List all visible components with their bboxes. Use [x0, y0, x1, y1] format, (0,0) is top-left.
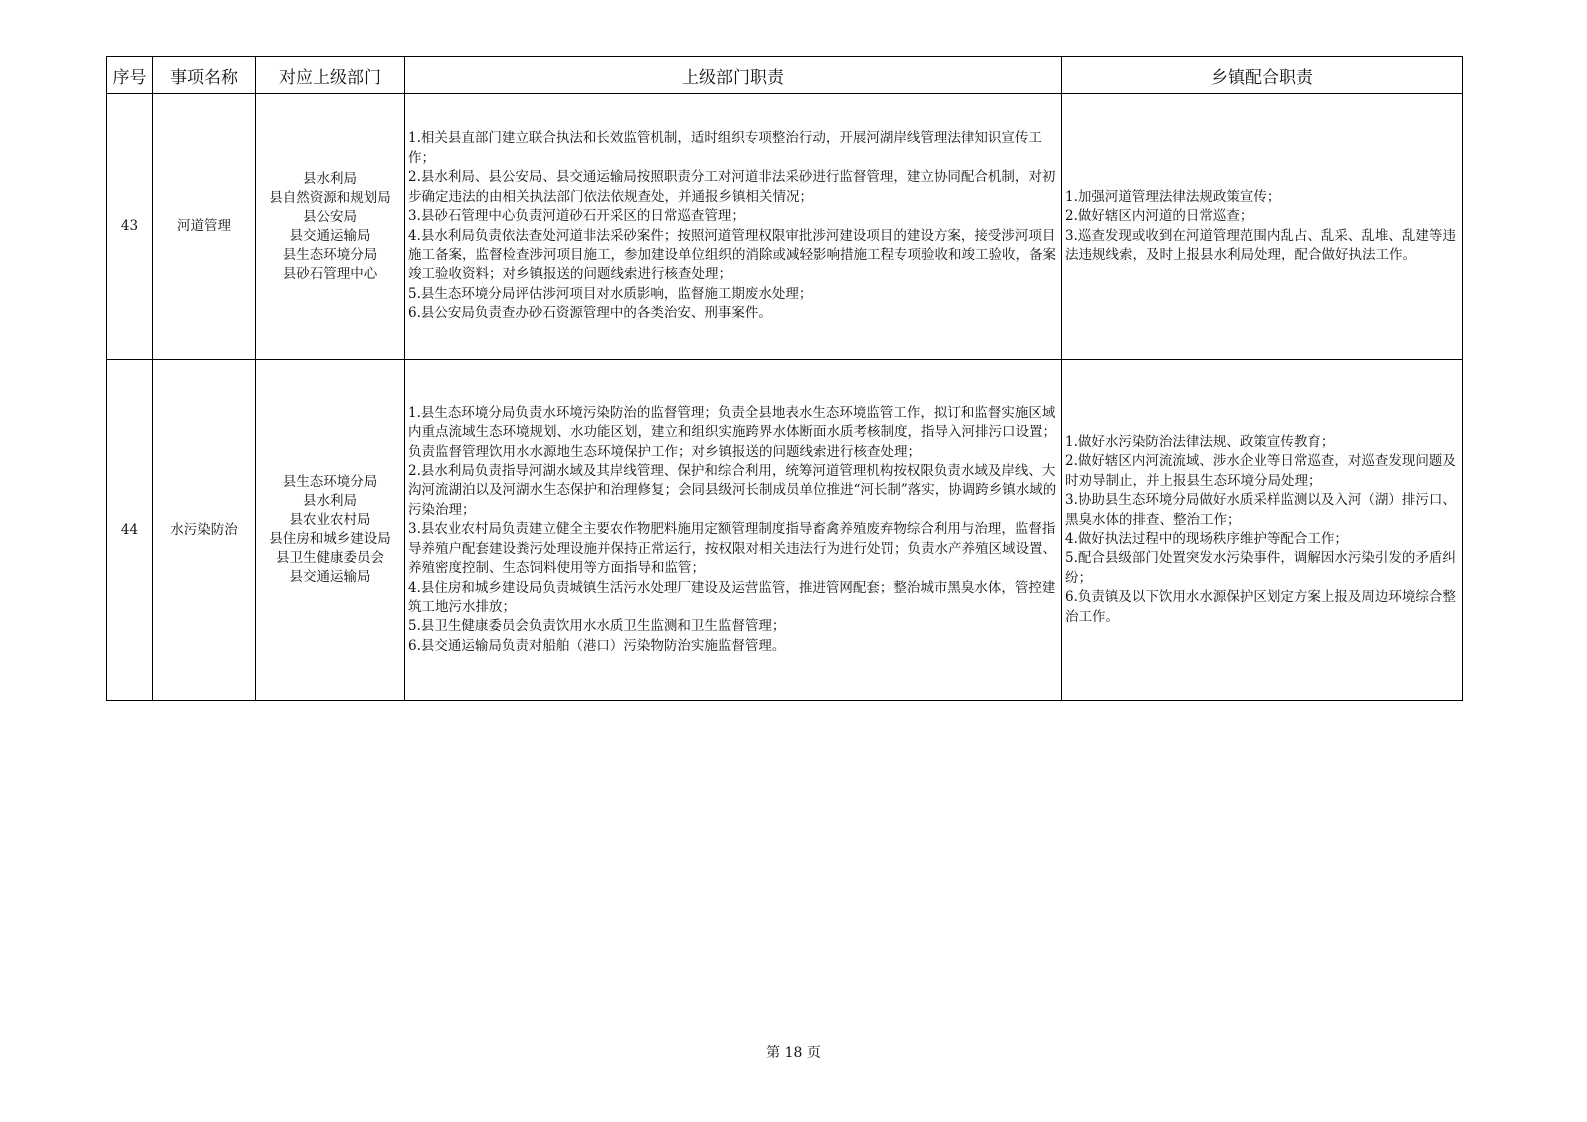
department-item: 县农业农村局: [289, 512, 371, 528]
duty-item: 6.县交通运输局负责对船舶（港口）污染物防治实施监督管理。: [408, 637, 786, 654]
town-duty-item: 2.做好辖区内河流流域、涉水企业等日常巡查，对巡查发现问题及时劝导制止，并上报县生态环境分局处理；: [1065, 453, 1456, 489]
duty-item: 1.县生态环境分局负责水环境污染防治的监督管理；负责全县地表水生态环境监管工作，拟订和监督实施区域内重点流域生态环境规划、水功能区划，建立和组织实施跨界水体断面水质考核制度，指导入河排污口设置；负责监督管理饮用水水源地生态环境保护工作；对乡镇报送的问题线索进行核查处理；: [408, 404, 1056, 460]
table-row: [107, 94, 1463, 360]
department-item: 县自然资源和规划局: [269, 189, 391, 206]
department-item: 县住房和城乡建设局: [269, 531, 391, 547]
row-number: 44: [107, 360, 153, 701]
duty-item: 3.县砂石管理中心负责河道砂石开采区的日常巡查管理；: [408, 208, 745, 225]
duty-item: 2.县水利局、县公安局、县交通运输局按照职责分工对河道非法采砂进行监督管理，建立协同配合机制，对初步确定违法的由相关执法部门依法依规查处，并通报乡镇相关情况；: [408, 169, 1056, 205]
department-item: 县交通运输局: [289, 227, 371, 244]
department-item: 县水利局: [303, 170, 357, 187]
table-row: [107, 360, 1463, 701]
item-name: 水污染防治: [153, 360, 256, 701]
town-duty-item: 2.做好辖区内河道的日常巡查；: [1065, 208, 1254, 225]
town-duty-item: 6.负责镇及以下饮用水水源保护区划定方案上报及周边环境综合整治工作。: [1065, 589, 1456, 625]
department-item: 县卫生健康委员会: [276, 550, 384, 566]
department-item: 县公安局: [303, 208, 357, 225]
town-duty-item: 1.做好水污染防治法律法规、政策宣传教育；: [1065, 433, 1335, 450]
town-duty-item: 3.巡查发现或收到在河道管理范围内乱占、乱采、乱堆、乱建等违法违规线索，及时上报县水利局处理，配合做好执法工作。: [1065, 227, 1456, 263]
department-item: 县砂石管理中心: [282, 265, 378, 282]
town-duty-item: 5.配合县级部门处置突发水污染事件，调解因水污染引发的矛盾纠纷；: [1065, 550, 1456, 586]
duty-item: 2.县水利局负责指导河湖水域及其岸线管理、保护和综合利用，统筹河道管理机构按权限负责水域及岸线、大沟河流湖泊以及河湖水生态保护和治理修复；会同县级河长制成员单位推进“河长制”落实，协调跨乡镇水域的污染治理；: [408, 463, 1057, 518]
duty-item: 3.县农业农村局负责建立健全主要农作物肥料施用定额管理制度指导畜禽养殖废弃物综合利用与治理，监督指导养殖户配套建设粪污处理设施并保持正常运行，按权限对相关违法行为进行处罚；负责水产养殖区域设置、养殖密度控制、生态饲料使用等方面指导和监管；: [408, 521, 1056, 577]
responsibility-table: [106, 56, 1463, 701]
duty-list: [405, 94, 1062, 360]
duty-item: 6.县公安局负责查办砂石资源管理中的各类治安、刑事案件。: [408, 305, 772, 322]
table-header-row: [107, 57, 1463, 94]
town-duty-item: 4.做好执法过程中的现场秩序维护等配合工作；: [1065, 531, 1348, 547]
town-duty-item: 1.加强河道管理法律法规政策宣传；: [1065, 188, 1281, 205]
page-number: 第 18 页: [766, 1045, 821, 1061]
department-list: [256, 360, 405, 701]
duty-item: 5.县卫生健康委员会负责饮用水水质卫生监测和卫生监督管理；: [408, 618, 786, 635]
department-item: 县水利局: [303, 493, 357, 509]
department-item: 县交通运输局: [289, 569, 371, 585]
department-item: 县生态环境分局: [282, 246, 378, 263]
header-no: 序号: [107, 57, 153, 94]
header-departments: 对应上级部门: [256, 57, 405, 94]
duty-item: 5.县生态环境分局评估涉河项目对水质影响，监督施工期废水处理；: [408, 285, 813, 302]
department-item: 县生态环境分局: [282, 474, 378, 490]
header-duties: 上级部门职责: [405, 57, 1062, 94]
duty-item: 4.县住房和城乡建设局负责城镇生活污水处理厂建设及运营监管，推进管网配套；整治城市黑臭水体，管控建筑工地污水排放；: [408, 579, 1056, 615]
town-duty-item: 3.协助县生态环境分局做好水质采样监测以及入河（湖）排污口、黑臭水体的排查、整治工作；: [1065, 492, 1456, 528]
header-item-name: 事项名称: [153, 57, 256, 94]
duty-list: [405, 360, 1062, 701]
duty-item: 1.相关县直部门建立联合执法和长效监管机制，适时组织专项整治行动，开展河湖岸线管理法律知识宣传工作；: [408, 130, 1042, 166]
department-list: [256, 94, 405, 360]
row-number: 43: [107, 94, 153, 360]
town-duty-list: [1062, 94, 1463, 360]
town-duty-list: [1062, 360, 1463, 701]
item-name: 河道管理: [153, 94, 256, 360]
header-town-duties: 乡镇配合职责: [1062, 57, 1463, 94]
duty-item: 4.县水利局负责依法查处河道非法采砂案件；按照河道管理权限审批涉河建设项目的建设方案，接受涉河项目施工备案，监督检查涉河项目施工，参加建设单位组织的消除或减轻影响措施工程专项验收和竣工验收，备案竣工验收资料；对乡镇报送的问题线索进行核查处理；: [408, 227, 1056, 283]
